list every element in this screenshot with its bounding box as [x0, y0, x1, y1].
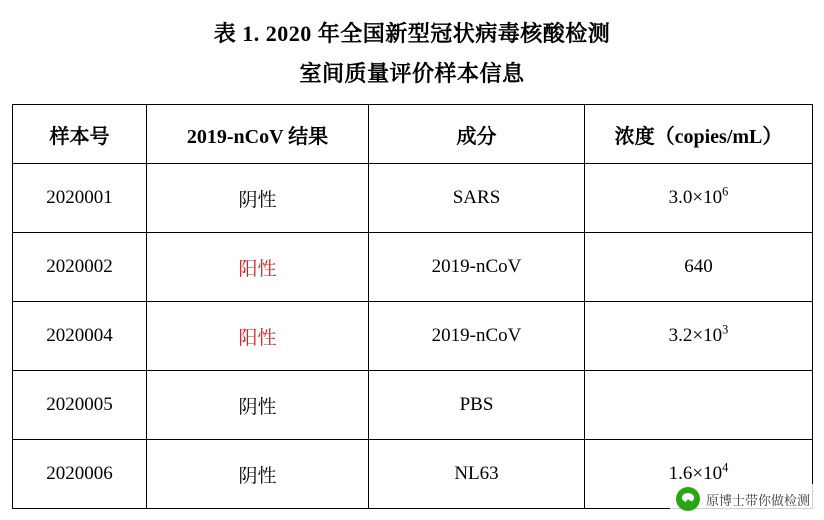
- concentration-base: 3.2×10: [668, 325, 723, 346]
- cell-sample-id: 2020004: [13, 302, 147, 371]
- table-row: [13, 233, 813, 302]
- cell-result: 阴性: [147, 371, 369, 440]
- cell-component: NL63: [369, 440, 585, 509]
- cell-result: 阳性: [147, 233, 369, 302]
- concentration-exponent: 3: [722, 322, 729, 337]
- cell-concentration: [585, 302, 813, 371]
- concentration-base: 640: [684, 256, 713, 277]
- column-header-component: 成分: [369, 105, 585, 164]
- sample-info-table: [12, 104, 813, 509]
- cell-component: SARS: [369, 164, 585, 233]
- column-header-concentration: 浓度（copies/mL）: [585, 105, 813, 164]
- concentration-base: 3.0×10: [668, 187, 723, 208]
- cell-component: PBS: [369, 371, 585, 440]
- cell-sample-id: 2020002: [13, 233, 147, 302]
- table-header-row: [13, 105, 813, 164]
- cell-concentration: [585, 233, 813, 302]
- table-row: [13, 371, 813, 440]
- cell-result: 阳性: [147, 302, 369, 371]
- concentration-exponent: 4: [722, 460, 729, 475]
- column-header-sample-id: 样本号: [13, 105, 147, 164]
- document-title: [0, 0, 824, 94]
- table-row: [13, 302, 813, 371]
- cell-sample-id: 2020001: [13, 164, 147, 233]
- table-container: [12, 104, 812, 509]
- watermark-text: 原博士带你做检测: [705, 492, 810, 508]
- concentration-exponent: 6: [722, 184, 729, 199]
- cell-component: 2019-nCoV: [369, 233, 585, 302]
- title-line-1: 表 1. 2020 年全国新型冠状病毒核酸检测: [213, 21, 611, 46]
- cell-result: 阴性: [147, 164, 369, 233]
- cell-concentration: [585, 371, 813, 440]
- cell-result: 阴性: [147, 440, 369, 509]
- cell-concentration: [585, 164, 813, 233]
- concentration-base: 1.6×10: [668, 463, 723, 484]
- title-line-2: 室间质量评价样本信息: [299, 61, 525, 86]
- watermark: [670, 484, 816, 514]
- cell-sample-id: 2020006: [13, 440, 147, 509]
- cell-sample-id: 2020005: [13, 371, 147, 440]
- table-row: [13, 164, 813, 233]
- cell-component: 2019-nCoV: [369, 302, 585, 371]
- column-header-result: 2019-nCoV 结果: [147, 105, 369, 164]
- leaf-logo-icon: [676, 487, 700, 511]
